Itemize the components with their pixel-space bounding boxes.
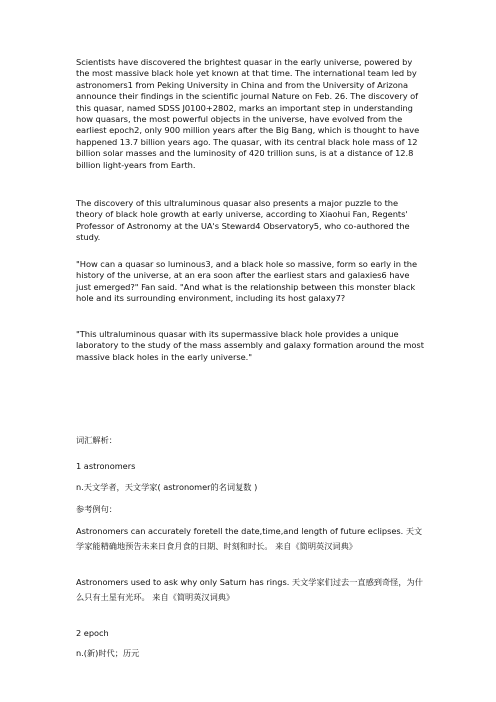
article-paragraph-4: "This ultraluminous quasar with its supermassive black hole provides a unique laboratory to the study of the mass assembly and galaxy formation around the most massive black holes in the early universe." <box>76 329 424 362</box>
vocab-title: 词汇解析： <box>76 435 117 445</box>
article-paragraph-2: The discovery of this ultraluminous quasar also presents a major puzzle to the theory of black hole growth at early universe, according to Xiaohui Fan, Regents' Professor of Astronomy at the UA's Steward4 Observatory5, who co-authored the study. <box>76 198 410 243</box>
examples-label: 参考例句： <box>76 504 117 514</box>
article-paragraph-3: "How can a quasar so luminous3, and a black hole so massive, form so early in the history of the universe, at an era soon after the earliest stars and galaxies6 have just emerged?" Fan said. "And what is the relationship between this monster black hole and its surrounding environment, including its host galaxy7? <box>76 259 418 304</box>
vocab-definition: n.天文学者，天文学家( astronomer的名词复数 ) <box>76 482 258 492</box>
article-paragraph-1: Scientists have discovered the brightest quasar in the early universe, powered by the most massive black hole yet known at that time. The international team led by astronomers1 from Peking University in China and from the University of Arizona announce their findings in the scientific journal Nature on Feb. 26. The discovery of this quasar, named SDSS J0100+2802, marks an important step in understanding how quasars, the most powerful objects in the universe, have evolved from the earliest epoch2, only 900 million years after the Big Bang, which is thought to have happened 13.7 billion years ago. The quasar, with its central black hole mass of 12 billion solar masses and the luminosity of 420 trillion suns, is at a distance of 12.8 billion light-years from Earth. <box>76 57 420 170</box>
vocab-word: 1 astronomers <box>76 461 136 471</box>
vocab-definition: n.(新)时代；历元 <box>76 648 140 658</box>
vocab-word: 2 epoch <box>76 628 109 638</box>
example-sentence-2: Astronomers used to ask why only Saturn has rings. 天文学家们过去一直感到奇怪，为什么只有土星有光环。 来自《简明英汉词典》 <box>76 577 423 602</box>
example-sentence-1: Astronomers can accurately foretell the date,time,and length of future eclipses. 天文学家能精确地预告未来日食月食的日期、时刻和时长。 来自《简明英汉词典》 <box>76 526 423 551</box>
